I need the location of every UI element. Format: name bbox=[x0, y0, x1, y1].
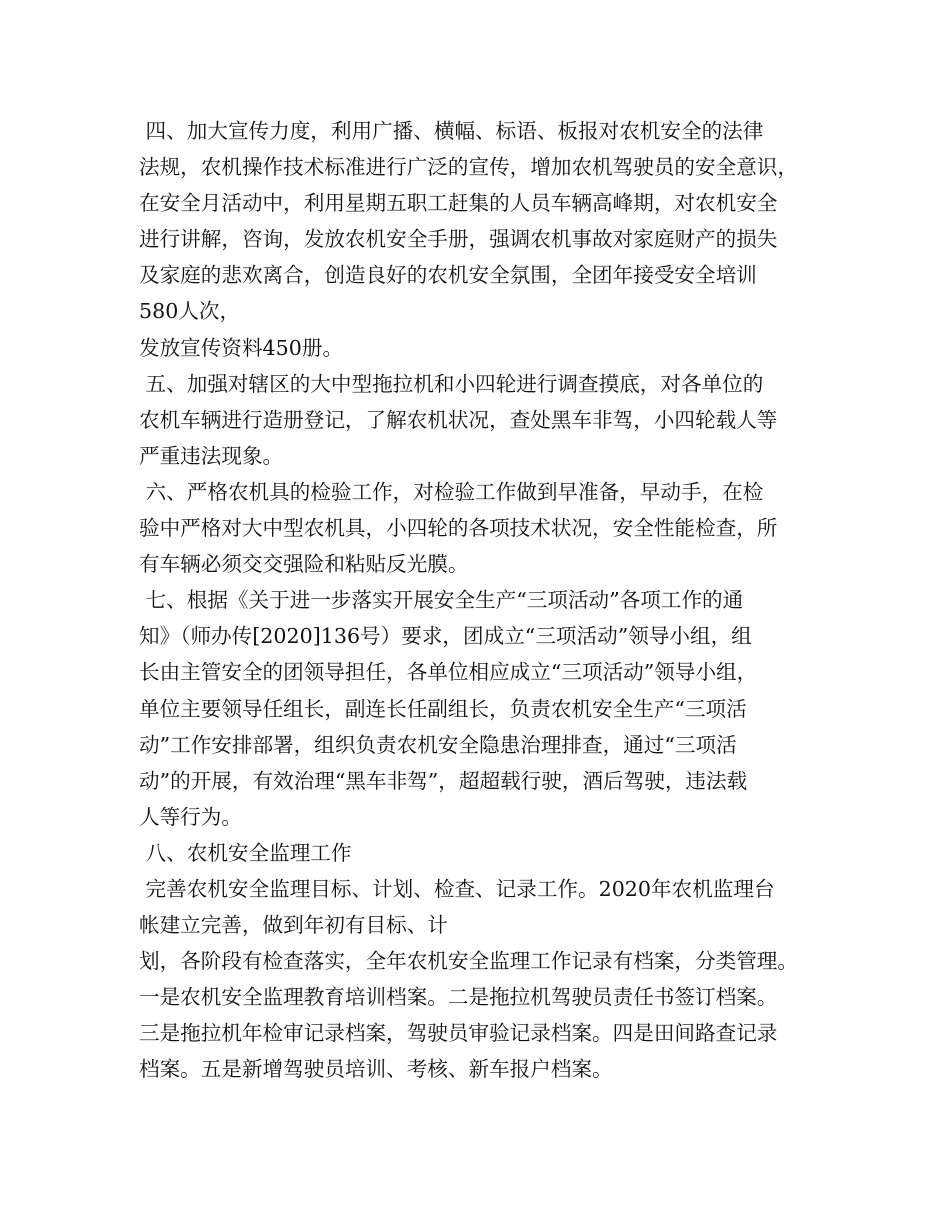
text-line: 长由主管安全的团领导担任，各单位相应成立“三项活动”领导小组， bbox=[139, 660, 758, 685]
text-line: 四、加大宣传力度，利用广播、横幅、标语、板报对农机安全的法律 bbox=[139, 119, 764, 143]
text-line: 六、严格农机具的检验工作，对检验工作做到早准备，早动手，在检 bbox=[139, 479, 764, 504]
text-line: 580人次， bbox=[139, 299, 241, 324]
document-body bbox=[139, 113, 829, 1088]
text-line: 发放宣传资料450册。 bbox=[139, 335, 344, 360]
text-line: 划，各阶段有检查落实，全年农机安全监理工作记录有档案，分类管理。 bbox=[139, 949, 798, 974]
text-line: 档案。五是新增驾驶员培训、考核、新车报户档案。 bbox=[139, 1057, 613, 1082]
text-line: 及家庭的悲欢离合，创造良好的农机安全氛围，全团年接受安全培训 bbox=[139, 263, 757, 288]
text-line: 知》（师办传[2020]136号）要求，团成立“三项活动”领导小组，组 bbox=[139, 624, 752, 649]
text-line: 完善农机安全监理目标、计划、检查、记录工作。2020年农机监理台 bbox=[139, 876, 775, 901]
text-line: 动”工作安排部署，组织负责农机安全隐患治理排查，通过“三项活 bbox=[139, 732, 737, 757]
text-line: 法规，农机操作技术标准进行广泛的宣传，增加农机驾驶员的安全意识， bbox=[139, 155, 798, 180]
text-line: 八、农机安全监理工作 bbox=[139, 840, 352, 865]
text-line: 验中严格对大中型农机具，小四轮的各项技术状况，安全性能检查，所 bbox=[139, 516, 778, 541]
text-line: 五、加强对辖区的大中型拖拉机和小四轮进行调查摸底，对各单位的 bbox=[139, 371, 764, 396]
text-line: 一是农机安全监理教育培训档案。二是拖拉机驾驶员责任书签订档案。 bbox=[139, 985, 778, 1010]
text-line: 农机车辆进行造册登记，了解农机状况，查处黑车非驾，小四轮载人等 bbox=[139, 407, 778, 432]
text-line: 有车辆必须交交强险和粘贴反光膜。 bbox=[139, 552, 469, 577]
text-line: 人等行为。 bbox=[139, 804, 242, 829]
text-line: 三是拖拉机年检审记录档案，驾驶员审验记录档案。四是田间路查记录 bbox=[139, 1021, 778, 1046]
text-line: 在安全月活动中，利用星期五职工赶集的人员车辆高峰期，对农机安全 bbox=[139, 191, 778, 216]
text-line: 帐建立完善，做到年初有目标、计 bbox=[139, 913, 448, 938]
text-line: 进行讲解，咨询，发放农机安全手册，强调农机事故对家庭财产的损失 bbox=[139, 227, 778, 252]
text-line: 严重违法现象。 bbox=[139, 443, 284, 468]
text-line: 七、根据《关于进一步落实开展安全生产“三项活动”各项工作的通 bbox=[139, 588, 744, 613]
text-line: 动”的开展，有效治理“黑车非驾”，超超载行驶，酒后驾驶，违法载 bbox=[139, 768, 748, 793]
text-line: 单位主要领导任组长，副连长任副组长，负责农机安全生产“三项活 bbox=[139, 696, 747, 721]
